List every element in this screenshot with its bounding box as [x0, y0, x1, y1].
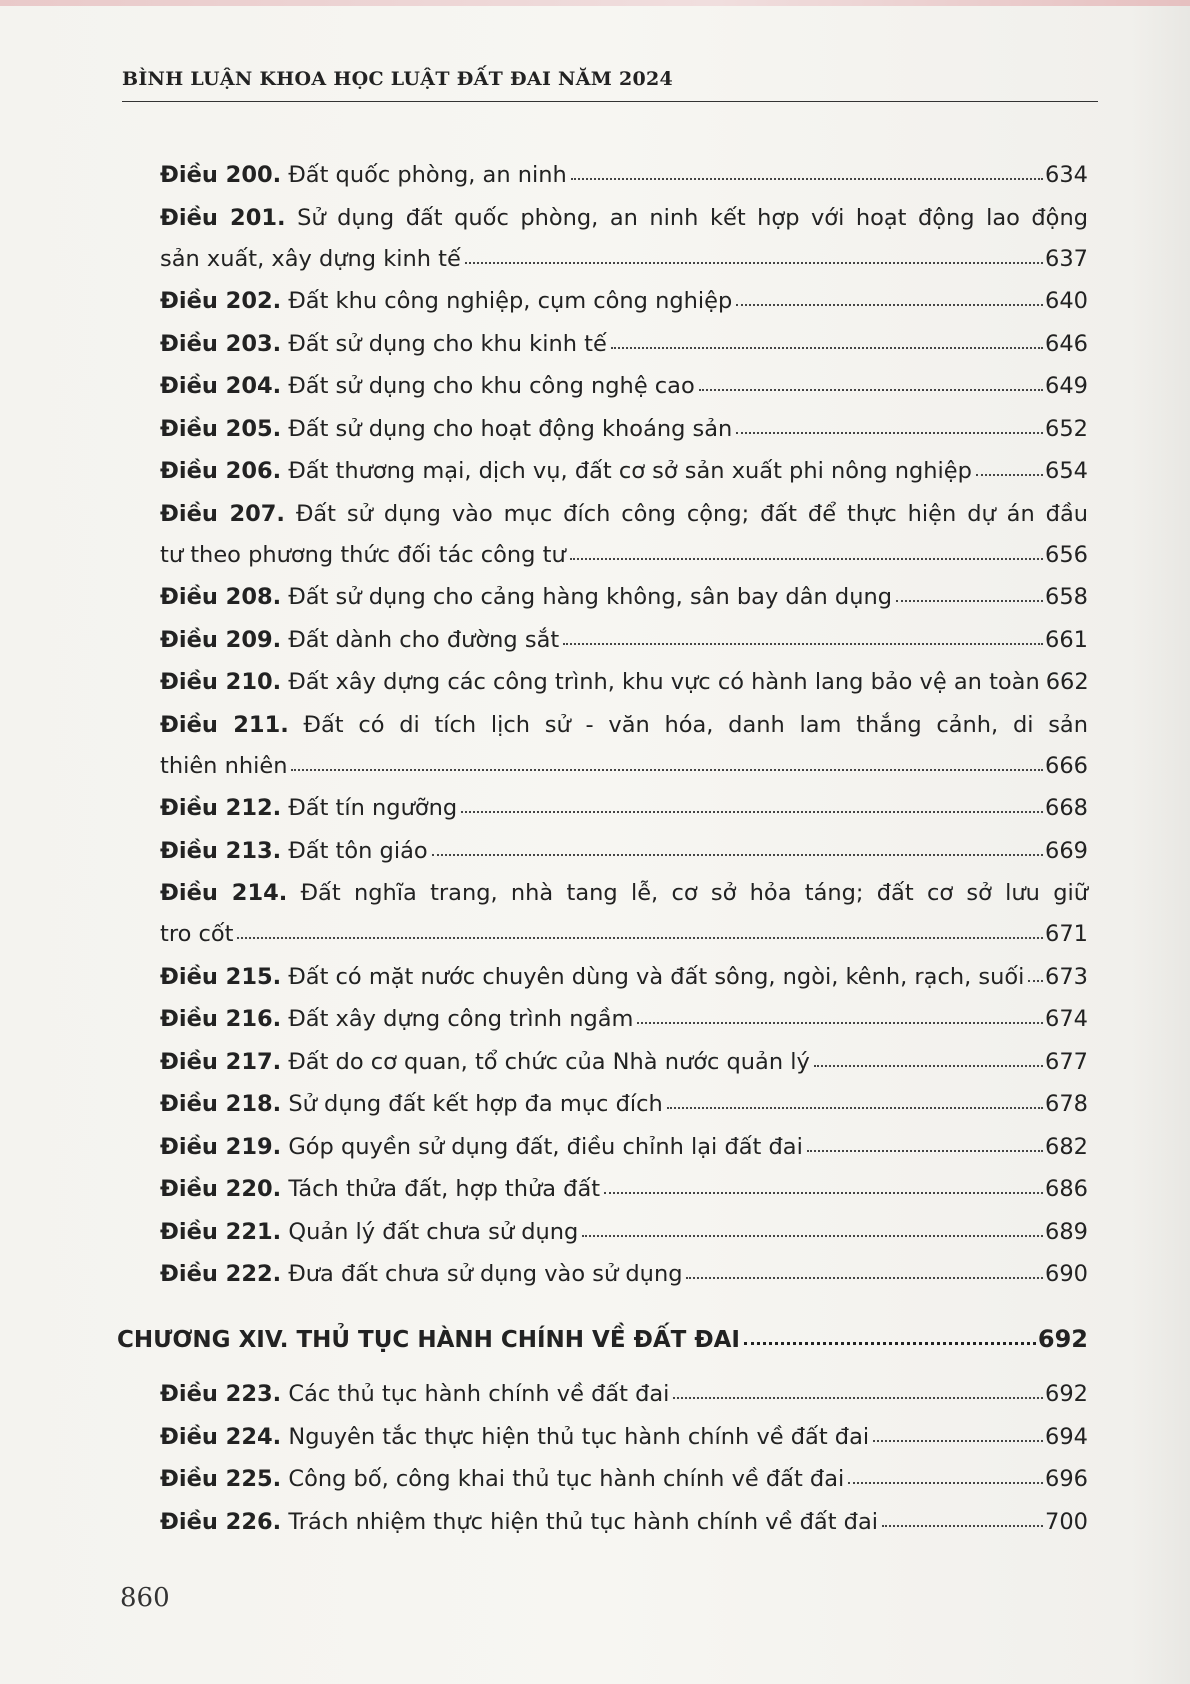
article-title-text: Góp quyền sử dụng đất, điều chỉnh lại đất đai	[288, 1133, 803, 1160]
article-title-text: Tách thửa đất, hợp thửa đất	[288, 1176, 601, 1202]
article-title	[160, 323, 607, 366]
article-title	[160, 998, 633, 1041]
toc-entry-line	[160, 1253, 1088, 1296]
toc-entry-first-line	[160, 872, 1088, 913]
toc-entry[interactable]	[160, 1126, 1088, 1169]
article-title	[160, 1253, 682, 1296]
article-page-number: 649	[1045, 373, 1088, 399]
dot-leader	[976, 474, 1043, 476]
toc-entry-line	[160, 1211, 1088, 1254]
article-title	[160, 1168, 600, 1211]
article-title-line1: Sử dụng đất quốc phòng, an ninh kết hợp với hoạt động lao động	[297, 204, 1088, 231]
article-title-text: Đất sử dụng cho hoạt động khoáng sản	[288, 415, 733, 442]
dot-leader	[237, 937, 1043, 939]
toc-entry-first-line	[160, 704, 1088, 745]
article-title	[160, 619, 559, 662]
article-page-number: 696	[1045, 1466, 1088, 1492]
article-page-number: 658	[1045, 584, 1088, 610]
toc-entry[interactable]	[160, 408, 1088, 451]
article-page-number: 690	[1045, 1261, 1088, 1287]
article-page-number: 686	[1045, 1176, 1088, 1202]
article-title	[160, 661, 1040, 704]
article-page-number: 694	[1045, 1423, 1088, 1450]
article-title-text: Đất xây dựng công trình ngầm	[288, 1006, 634, 1032]
toc-entry-line	[160, 1501, 1088, 1544]
article-title	[160, 1416, 869, 1459]
toc-entry[interactable]	[160, 619, 1088, 662]
dot-leader	[461, 811, 1043, 813]
article-label: Điều 220.	[160, 1176, 282, 1202]
toc-entry[interactable]	[160, 704, 1088, 788]
chapter-heading[interactable]	[117, 1318, 1088, 1362]
toc-entry-line	[160, 956, 1088, 999]
article-title-text: Đất tín ngưỡng	[288, 795, 458, 821]
toc-entry[interactable]	[160, 154, 1088, 197]
running-header: BÌNH LUẬN KHOA HỌC LUẬT ĐẤT ĐAI NĂM 2024	[122, 68, 674, 90]
article-title	[160, 745, 287, 788]
article-title-text: sản xuất, xây dựng kinh tế	[160, 245, 461, 272]
article-title-text: Đất tôn giáo	[288, 837, 428, 864]
article-page-number: 689	[1045, 1218, 1088, 1245]
article-title-text: Đất xây dựng các công trình, khu vực có hành lang bảo vệ an toàn	[288, 669, 1040, 695]
article-page-number: 652	[1045, 415, 1088, 442]
article-title-text: Đất sử dụng cho khu kinh tế	[288, 330, 607, 357]
dot-leader	[873, 1440, 1043, 1442]
page-top-edge	[0, 0, 1190, 6]
page-number: 860	[120, 1583, 170, 1613]
article-title	[160, 238, 461, 281]
toc-entry[interactable]	[160, 872, 1088, 956]
toc-entry-line	[160, 323, 1088, 366]
article-title-text: Nguyên tắc thực hiện thủ tục hành chính về đất đai	[288, 1423, 870, 1450]
toc-entry[interactable]	[160, 1501, 1088, 1544]
dot-leader	[848, 1482, 1043, 1484]
article-page-number: 646	[1045, 330, 1088, 357]
toc-entry-line	[160, 154, 1088, 197]
article-title	[160, 534, 566, 577]
article-title-text: Quản lý đất chưa sử dụng	[288, 1218, 579, 1245]
article-page-number: 678	[1045, 1091, 1088, 1117]
article-page-number: 634	[1045, 162, 1088, 188]
article-page-number: 661	[1045, 626, 1088, 653]
toc-entry[interactable]	[160, 998, 1088, 1041]
article-title	[160, 1126, 803, 1169]
article-title	[160, 1041, 810, 1084]
article-title-text: Sử dụng đất kết hợp đa mục đích	[288, 1091, 663, 1117]
dot-leader	[291, 769, 1043, 771]
article-title-text: Đất sử dụng cho cảng hàng không, sân bay dân dụng	[288, 584, 893, 610]
article-title-line1: Đất sử dụng vào mục đích công cộng; đất để thực hiện dự án đầu	[295, 500, 1088, 527]
article-label: Điều 206.	[160, 458, 282, 484]
article-title	[160, 450, 972, 493]
toc-entry[interactable]	[160, 576, 1088, 619]
toc-entry-line	[160, 1168, 1088, 1211]
article-title-text: Đưa đất chưa sử dụng vào sử dụng	[288, 1261, 683, 1287]
toc-entry-line	[160, 280, 1088, 323]
article-title-line1: Đất có di tích lịch sử - văn hóa, danh lam thắng cảnh, di sản	[303, 711, 1088, 738]
article-title-text: Đất quốc phòng, an ninh	[288, 162, 567, 188]
dot-leader	[582, 1235, 1043, 1237]
article-label: Điều 203.	[160, 330, 282, 357]
toc-entry[interactable]	[160, 1211, 1088, 1254]
article-title	[160, 1458, 844, 1501]
article-label: Điều 213.	[160, 837, 282, 864]
toc-entry[interactable]	[160, 1416, 1088, 1459]
dot-leader	[736, 304, 1043, 306]
dot-leader	[896, 600, 1043, 602]
toc-entry[interactable]	[160, 787, 1088, 830]
article-title-text: Đất do cơ quan, tổ chức của Nhà nước quản lý	[288, 1048, 810, 1075]
dot-leader	[432, 854, 1043, 856]
article-label: Điều 223.	[160, 1381, 282, 1407]
article-label: Điều 208.	[160, 584, 282, 610]
chapter-page-number: 692	[1037, 1324, 1088, 1353]
article-title-text: thiên nhiên	[160, 752, 288, 779]
article-page-number: 673	[1045, 963, 1088, 990]
article-page-number: 669	[1045, 837, 1088, 864]
toc-entry[interactable]	[160, 365, 1088, 408]
article-label: Điều 210.	[160, 669, 282, 695]
article-page-number: 674	[1045, 1006, 1088, 1032]
header-rule	[122, 101, 1098, 102]
article-page-number: 682	[1045, 1133, 1088, 1160]
dot-leader	[563, 643, 1043, 645]
toc-entry-line	[160, 1083, 1088, 1126]
article-title-text: tư theo phương thức đối tác công tư	[160, 541, 566, 568]
article-title	[160, 1373, 669, 1416]
dot-leader	[744, 1342, 1036, 1345]
article-label: Điều 211.	[160, 711, 289, 738]
toc-entry[interactable]	[160, 1083, 1088, 1126]
article-label: Điều 219.	[160, 1133, 282, 1160]
dot-leader	[604, 1192, 1043, 1194]
article-title-text: Đất dành cho đường sắt	[288, 626, 560, 653]
toc-entry-line	[160, 1458, 1088, 1501]
toc-entry-line	[160, 1373, 1088, 1416]
article-label: Điều 209.	[160, 626, 282, 653]
dot-leader	[673, 1397, 1043, 1399]
toc-entry-line	[160, 534, 1088, 577]
toc-entry[interactable]	[160, 280, 1088, 323]
toc-entry-line	[160, 913, 1088, 956]
chapter-title: CHƯƠNG XIV. THỦ TỤC HÀNH CHÍNH VỀ ĐẤT ĐAI	[117, 1326, 740, 1353]
article-page-number: 668	[1045, 795, 1088, 821]
article-label: Điều 215.	[160, 963, 282, 990]
toc-entry-line	[160, 787, 1088, 830]
article-title	[160, 787, 457, 830]
toc-entry[interactable]	[160, 661, 1088, 704]
article-page-number: 654	[1045, 458, 1088, 484]
article-title	[160, 830, 428, 873]
article-page-number: 692	[1045, 1381, 1088, 1407]
article-page-number: 640	[1045, 288, 1088, 314]
toc-entry-first-line	[160, 197, 1088, 238]
dot-leader	[736, 432, 1043, 434]
article-label: Điều 224.	[160, 1423, 282, 1450]
article-label: Điều 204.	[160, 373, 282, 399]
article-title	[160, 956, 1024, 999]
toc-entry[interactable]	[160, 450, 1088, 493]
article-title-text: Đất có mặt nước chuyên dùng và đất sông, ngòi, kênh, rạch, suối	[288, 963, 1025, 990]
dot-leader	[571, 178, 1043, 180]
article-label: Điều 218.	[160, 1091, 282, 1117]
toc-entry[interactable]	[160, 830, 1088, 873]
toc-entry-line	[160, 365, 1088, 408]
dot-leader	[882, 1525, 1043, 1527]
article-label: Điều 200.	[160, 162, 282, 188]
toc-entry[interactable]	[160, 323, 1088, 366]
article-label: Điều 214.	[160, 880, 288, 906]
toc-entry[interactable]	[160, 1041, 1088, 1084]
article-title	[160, 1501, 878, 1544]
article-label: Điều 221.	[160, 1218, 282, 1245]
article-page-number: 662	[1045, 669, 1089, 695]
dot-leader	[807, 1150, 1043, 1152]
toc-entries-b	[160, 1373, 1088, 1543]
toc-entry-line	[160, 745, 1088, 788]
article-title-text: Đất sử dụng cho khu công nghệ cao	[288, 373, 695, 399]
dot-leader	[686, 1277, 1043, 1279]
article-page-number: 666	[1045, 752, 1088, 779]
article-title	[160, 1083, 663, 1126]
toc-entry[interactable]	[160, 1373, 1088, 1416]
dot-leader	[667, 1107, 1043, 1109]
article-title-text: Đất thương mại, dịch vụ, đất cơ sở sản xuất phi nông nghiệp	[288, 458, 972, 484]
dot-leader	[611, 347, 1043, 349]
article-title	[160, 576, 892, 619]
toc-entry-line	[160, 576, 1088, 619]
toc-entries-a	[160, 154, 1088, 1296]
toc-entry-line	[160, 998, 1088, 1041]
article-title-text: tro cốt	[160, 921, 234, 947]
toc-entry-line	[160, 450, 1088, 493]
table-of-contents	[117, 154, 1089, 1543]
article-page-number: 700	[1045, 1508, 1088, 1535]
article-label: Điều 216.	[160, 1006, 282, 1032]
article-title-text: Đất khu công nghiệp, cụm công nghiệp	[288, 288, 733, 314]
toc-entry[interactable]	[160, 197, 1088, 281]
article-label: Điều 226.	[160, 1508, 282, 1535]
article-title-line1: Đất nghĩa trang, nhà tang lễ, cơ sở hỏa táng; đất cơ sở lưu giữ	[300, 880, 1088, 906]
dot-leader	[1028, 980, 1043, 982]
toc-entry[interactable]	[160, 1458, 1088, 1501]
article-label: Điều 202.	[160, 288, 282, 314]
article-title	[160, 280, 732, 323]
toc-entry-line	[160, 1041, 1088, 1084]
article-title	[160, 1211, 578, 1254]
article-title	[160, 154, 567, 197]
article-label: Điều 205.	[160, 415, 282, 442]
toc-entry-line	[160, 830, 1088, 873]
article-page-number: 656	[1045, 541, 1088, 568]
article-label: Điều 217.	[160, 1048, 282, 1075]
article-title	[160, 913, 233, 956]
toc-entry-line	[160, 619, 1088, 662]
article-page-number: 671	[1045, 921, 1088, 947]
article-title-text: Trách nhiệm thực hiện thủ tục hành chính về đất đai	[288, 1508, 878, 1535]
toc-entry-line	[160, 408, 1088, 451]
toc-entry-first-line	[160, 493, 1088, 534]
toc-entry[interactable]	[160, 1168, 1088, 1211]
article-label: Điều 222.	[160, 1261, 282, 1287]
toc-entry-line	[160, 238, 1088, 281]
toc-entry-line	[160, 1126, 1088, 1169]
dot-leader	[699, 389, 1043, 391]
toc-entry[interactable]	[160, 493, 1088, 577]
article-page-number: 637	[1045, 245, 1088, 272]
toc-entry-line	[160, 1416, 1088, 1459]
dot-leader	[637, 1022, 1043, 1024]
article-label: Điều 225.	[160, 1466, 282, 1492]
article-title	[160, 365, 695, 408]
dot-leader	[814, 1065, 1043, 1067]
article-label: Điều 201.	[160, 204, 286, 231]
article-label: Điều 212.	[160, 795, 282, 821]
dot-leader	[465, 262, 1043, 264]
article-title-text: Các thủ tục hành chính về đất đai	[288, 1381, 670, 1407]
dot-leader	[570, 558, 1043, 560]
article-title-text: Công bố, công khai thủ tục hành chính về đất đai	[288, 1466, 845, 1492]
article-title	[160, 408, 732, 451]
article-label: Điều 207.	[160, 500, 285, 527]
article-page-number: 677	[1045, 1048, 1088, 1075]
toc-entry-line	[160, 661, 1088, 704]
toc-entry[interactable]	[160, 956, 1088, 999]
toc-entry[interactable]	[160, 1253, 1088, 1296]
